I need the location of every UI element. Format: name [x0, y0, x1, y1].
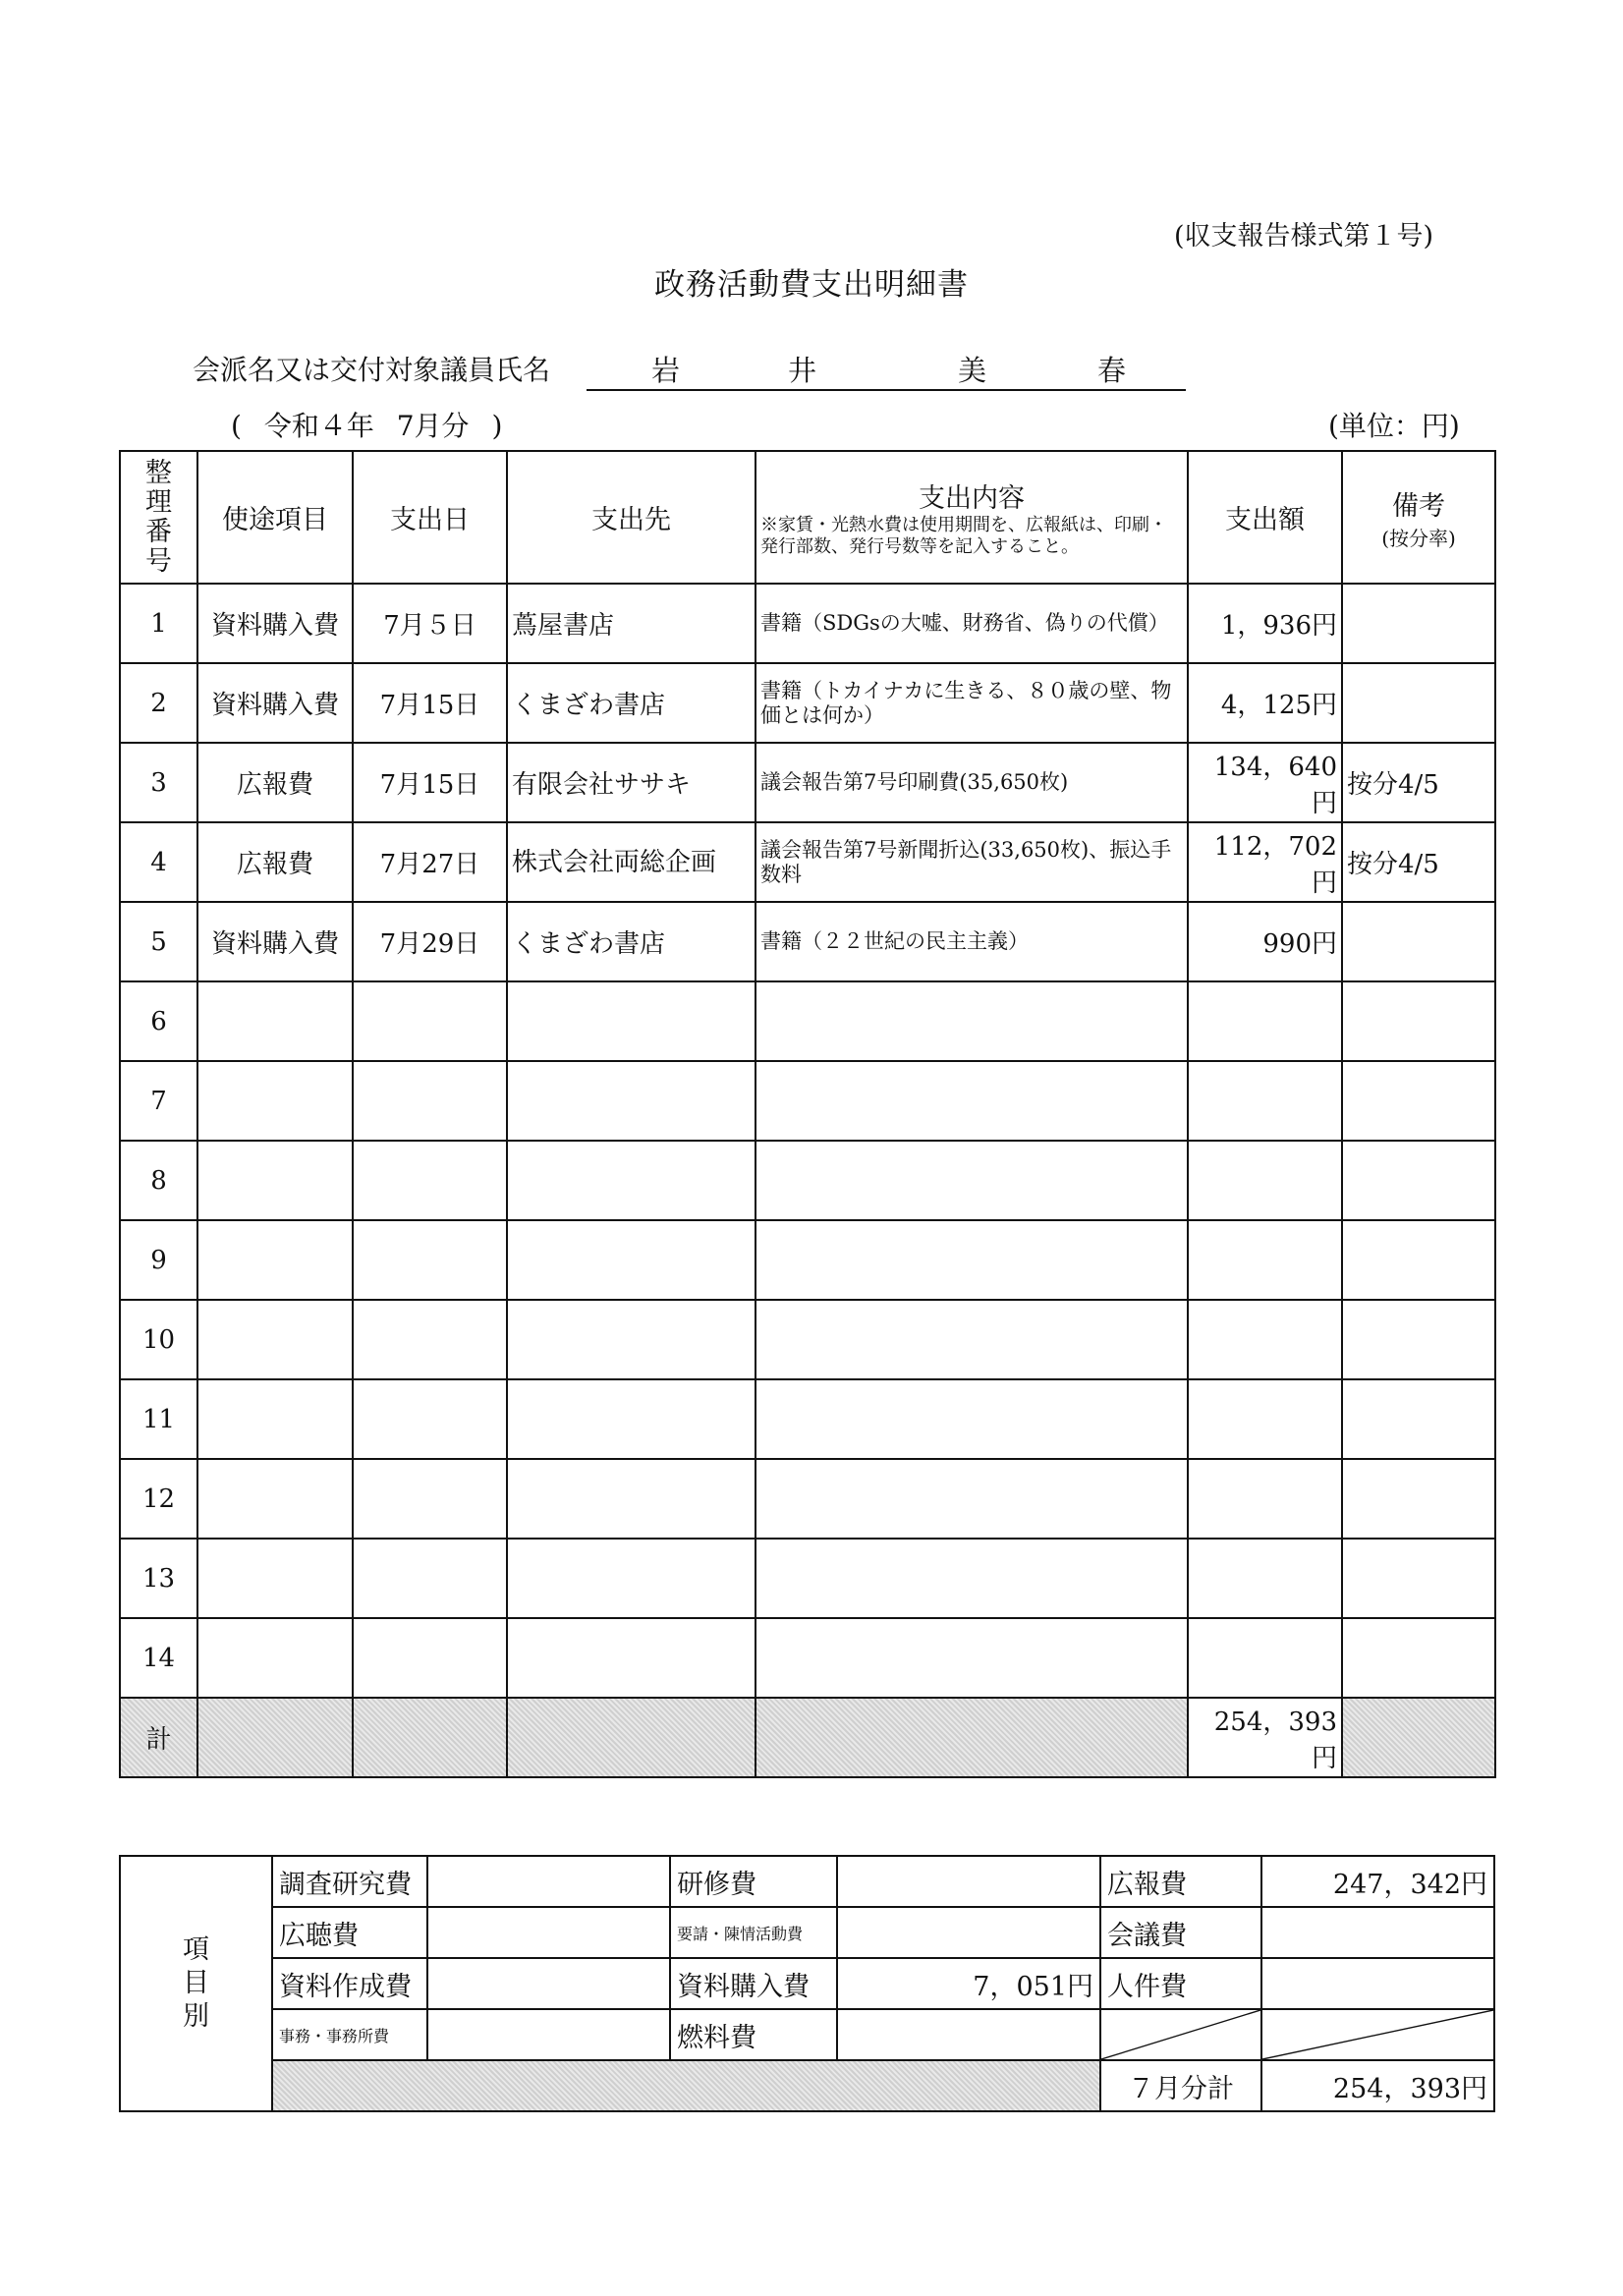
office-value: [427, 2009, 670, 2060]
total-label: 計: [120, 1698, 197, 1777]
table-row: [120, 981, 1495, 1061]
member-name-part-4: 春: [1097, 354, 1127, 387]
total-amount: 254，393円: [1188, 1698, 1342, 1777]
row-no: 5: [120, 902, 197, 981]
row-category: [197, 1539, 353, 1618]
row-no: 2: [120, 663, 197, 743]
row-remarks: [1342, 663, 1495, 743]
row-remarks: [1342, 1618, 1495, 1698]
month-total-value: 254，393円: [1261, 2060, 1494, 2111]
slashed-cell: [1261, 2009, 1494, 2060]
row-date: [353, 1618, 507, 1698]
row-no: 8: [120, 1141, 197, 1220]
header-category: 使途項目: [197, 451, 353, 584]
row-remarks: [1342, 1141, 1495, 1220]
row-description: [756, 1141, 1188, 1220]
row-description: 議会報告第7号印刷費(35,650枚): [756, 743, 1188, 822]
header-remarks: [1342, 451, 1495, 584]
row-date: [353, 1220, 507, 1300]
diagonal-slash: [1262, 2010, 1493, 2059]
row-remarks: 按分4/5: [1342, 743, 1495, 822]
row-payee: [507, 981, 756, 1061]
row-remarks: [1342, 1061, 1495, 1141]
row-remarks: [1342, 1379, 1495, 1459]
pr-label: 広報費: [1100, 1856, 1261, 1907]
row-amount: [1188, 1061, 1342, 1141]
reporting-period: [231, 405, 502, 444]
row-date: [353, 1141, 507, 1220]
row-description: [756, 1061, 1188, 1141]
summary-row: [120, 1856, 1494, 1907]
row-remarks: [1342, 1539, 1495, 1618]
row-category: [197, 1061, 353, 1141]
row-category: 資料購入費: [197, 663, 353, 743]
table-row: [120, 1618, 1495, 1698]
side-label-3: 別: [183, 2001, 209, 2032]
summary-row: [120, 2060, 1494, 2111]
row-description: [756, 981, 1188, 1061]
row-description: 書籍（SDGsの大嘘、財務省、偽りの代償）: [756, 584, 1188, 663]
purchase-value: 7，051円: [837, 1958, 1100, 2009]
row-amount: 990円: [1188, 902, 1342, 981]
row-date: [353, 1539, 507, 1618]
row-payee: くまざわ書店: [507, 663, 756, 743]
row-no: 12: [120, 1459, 197, 1539]
period-open: (: [231, 410, 242, 442]
row-payee: [507, 1379, 756, 1459]
row-description: [756, 1300, 1188, 1379]
row-date: [353, 1459, 507, 1539]
row-remarks: [1342, 1220, 1495, 1300]
row-category: [197, 1141, 353, 1220]
row-no: 3: [120, 743, 197, 822]
row-description: 議会報告第7号新聞折込(33,650枚)、振込手数料: [756, 822, 1188, 902]
form-number: (収支報告様式第１号): [1174, 221, 1434, 252]
period-close: ): [491, 410, 503, 442]
table-row: [120, 1459, 1495, 1539]
row-description: [756, 1220, 1188, 1300]
summary-row: [120, 2009, 1494, 2060]
row-payee: 蔦屋書店: [507, 584, 756, 663]
petition-value: [837, 1907, 1100, 1958]
row-no: 9: [120, 1220, 197, 1300]
hearing-label: 広聴費: [272, 1907, 427, 1958]
fuel-value: [837, 2009, 1100, 2060]
row-description: [756, 1618, 1188, 1698]
row-no: 13: [120, 1539, 197, 1618]
total-shaded-cell: [353, 1698, 507, 1777]
row-payee: [507, 1459, 756, 1539]
row-amount: [1188, 1300, 1342, 1379]
row-date: 7月27日: [353, 822, 507, 902]
header-remarks-title: 備考: [1392, 490, 1445, 522]
row-remarks: [1342, 902, 1495, 981]
row-date: [353, 1300, 507, 1379]
name-label: 会派名又は交付対象議員氏名: [193, 354, 551, 386]
header-date: 支出日: [353, 451, 507, 584]
row-no: 4: [120, 822, 197, 902]
row-no: 6: [120, 981, 197, 1061]
row-payee: [507, 1141, 756, 1220]
meeting-label: 会議費: [1100, 1907, 1261, 1958]
category-summary-table: [119, 1855, 1495, 2112]
personnel-value: [1261, 1958, 1494, 2009]
header-remarks-sub: (按分率): [1381, 526, 1456, 550]
total-row: [120, 1698, 1495, 1777]
row-date: [353, 1061, 507, 1141]
total-shaded-cell: [756, 1698, 1188, 1777]
row-amount: 4，125円: [1188, 663, 1342, 743]
row-date: 7月15日: [353, 743, 507, 822]
header-description-note: ※家賃・光熱水費は使用期間を、広報紙は、印刷・発行部数、発行号数等を記入すること。: [760, 515, 1167, 557]
row-date: [353, 1379, 507, 1459]
table-row: [120, 822, 1495, 902]
hearing-value: [427, 1907, 670, 1958]
row-amount: [1188, 1379, 1342, 1459]
row-remarks: 按分4/5: [1342, 822, 1495, 902]
row-no: 10: [120, 1300, 197, 1379]
row-payee: [507, 1300, 756, 1379]
row-payee: 株式会社両総企画: [507, 822, 756, 902]
row-payee: [507, 1539, 756, 1618]
row-date: 7月５日: [353, 584, 507, 663]
table-row: [120, 1061, 1495, 1141]
table-row: [120, 584, 1495, 663]
summary-row: [120, 1907, 1494, 1958]
row-description: [756, 1459, 1188, 1539]
meeting-value: [1261, 1907, 1494, 1958]
row-category: 広報費: [197, 822, 353, 902]
row-category: 資料購入費: [197, 902, 353, 981]
materials-label: 資料作成費: [272, 1958, 427, 2009]
member-name-part-1: 岩: [651, 354, 681, 387]
unit-label: (単位：円): [1328, 410, 1460, 442]
expense-table: [119, 450, 1496, 1778]
row-description: 書籍（トカイナカに生きる、８０歳の壁、物価とは何か）: [756, 663, 1188, 743]
row-no: 1: [120, 584, 197, 663]
row-date: [353, 981, 507, 1061]
row-date: 7月29日: [353, 902, 507, 981]
header-payee: 支出先: [507, 451, 756, 584]
name-underline: [587, 389, 1186, 391]
row-category: [197, 981, 353, 1061]
row-no: 14: [120, 1618, 197, 1698]
row-payee: [507, 1220, 756, 1300]
row-amount: 134，640円: [1188, 743, 1342, 822]
month-total-label: ７月分計: [1100, 2060, 1261, 2111]
row-category: [197, 1300, 353, 1379]
row-category: 広報費: [197, 743, 353, 822]
row-category: [197, 1459, 353, 1539]
summary-shaded-area: [272, 2060, 1100, 2111]
row-category: [197, 1618, 353, 1698]
row-amount: [1188, 981, 1342, 1061]
table-row: [120, 1220, 1495, 1300]
summary-side-label: [120, 1856, 272, 2111]
row-amount: [1188, 1220, 1342, 1300]
purchase-label: 資料購入費: [670, 1958, 837, 2009]
row-amount: [1188, 1539, 1342, 1618]
row-payee: くまざわ書店: [507, 902, 756, 981]
header-amount: 支出額: [1188, 451, 1342, 584]
diagonal-slash: [1101, 2010, 1260, 2059]
slashed-cell: [1100, 2009, 1261, 2060]
row-date: 7月15日: [353, 663, 507, 743]
row-amount: 112，702円: [1188, 822, 1342, 902]
period-text: 令和４年 7月分: [263, 410, 470, 442]
office-label: 事務・事務所費: [272, 2009, 427, 2060]
materials-value: [427, 1958, 670, 2009]
table-row: [120, 1539, 1495, 1618]
fuel-label: 燃料費: [670, 2009, 837, 2060]
table-row: [120, 663, 1495, 743]
member-name-part-3: 美: [958, 354, 987, 387]
row-category: [197, 1220, 353, 1300]
row-category: [197, 1379, 353, 1459]
row-remarks: [1342, 584, 1495, 663]
table-row: [120, 902, 1495, 981]
total-shaded-cell: [197, 1698, 353, 1777]
row-amount: [1188, 1141, 1342, 1220]
total-shaded-cell: [1342, 1698, 1495, 1777]
pr-value: 247，342円: [1261, 1856, 1494, 1907]
research-value: [427, 1856, 670, 1907]
row-amount: [1188, 1459, 1342, 1539]
personnel-label: 人件費: [1100, 1958, 1261, 2009]
header-description: [756, 451, 1188, 584]
total-shaded-cell: [507, 1698, 756, 1777]
row-category: 資料購入費: [197, 584, 353, 663]
row-remarks: [1342, 1459, 1495, 1539]
page-title: 政務活動費支出明細書: [654, 267, 969, 303]
research-label: 調査研究費: [272, 1856, 427, 1907]
header-no: 整理番号: [120, 451, 197, 584]
side-label-1: 項: [183, 1934, 209, 1965]
member-name-part-2: 井: [788, 354, 817, 387]
row-amount: [1188, 1618, 1342, 1698]
side-label-2: 目: [183, 1968, 209, 1998]
row-amount: 1，936円: [1188, 584, 1342, 663]
row-description: [756, 1539, 1188, 1618]
petition-label: 要請・陳情活動費: [670, 1907, 837, 1958]
row-description: 書籍（２２世紀の民主主義）: [756, 902, 1188, 981]
table-row: [120, 1379, 1495, 1459]
row-description: [756, 1379, 1188, 1459]
table-row: [120, 1141, 1495, 1220]
training-value: [837, 1856, 1100, 1907]
header-description-title: 支出内容: [919, 483, 1025, 514]
row-payee: [507, 1618, 756, 1698]
table-row: [120, 743, 1495, 822]
training-label: 研修費: [670, 1856, 837, 1907]
row-no: 7: [120, 1061, 197, 1141]
row-payee: 有限会社ササキ: [507, 743, 756, 822]
summary-row: [120, 1958, 1494, 2009]
table-header-row: [120, 451, 1495, 584]
table-row: [120, 1300, 1495, 1379]
row-payee: [507, 1061, 756, 1141]
row-no: 11: [120, 1379, 197, 1459]
row-remarks: [1342, 981, 1495, 1061]
row-remarks: [1342, 1300, 1495, 1379]
